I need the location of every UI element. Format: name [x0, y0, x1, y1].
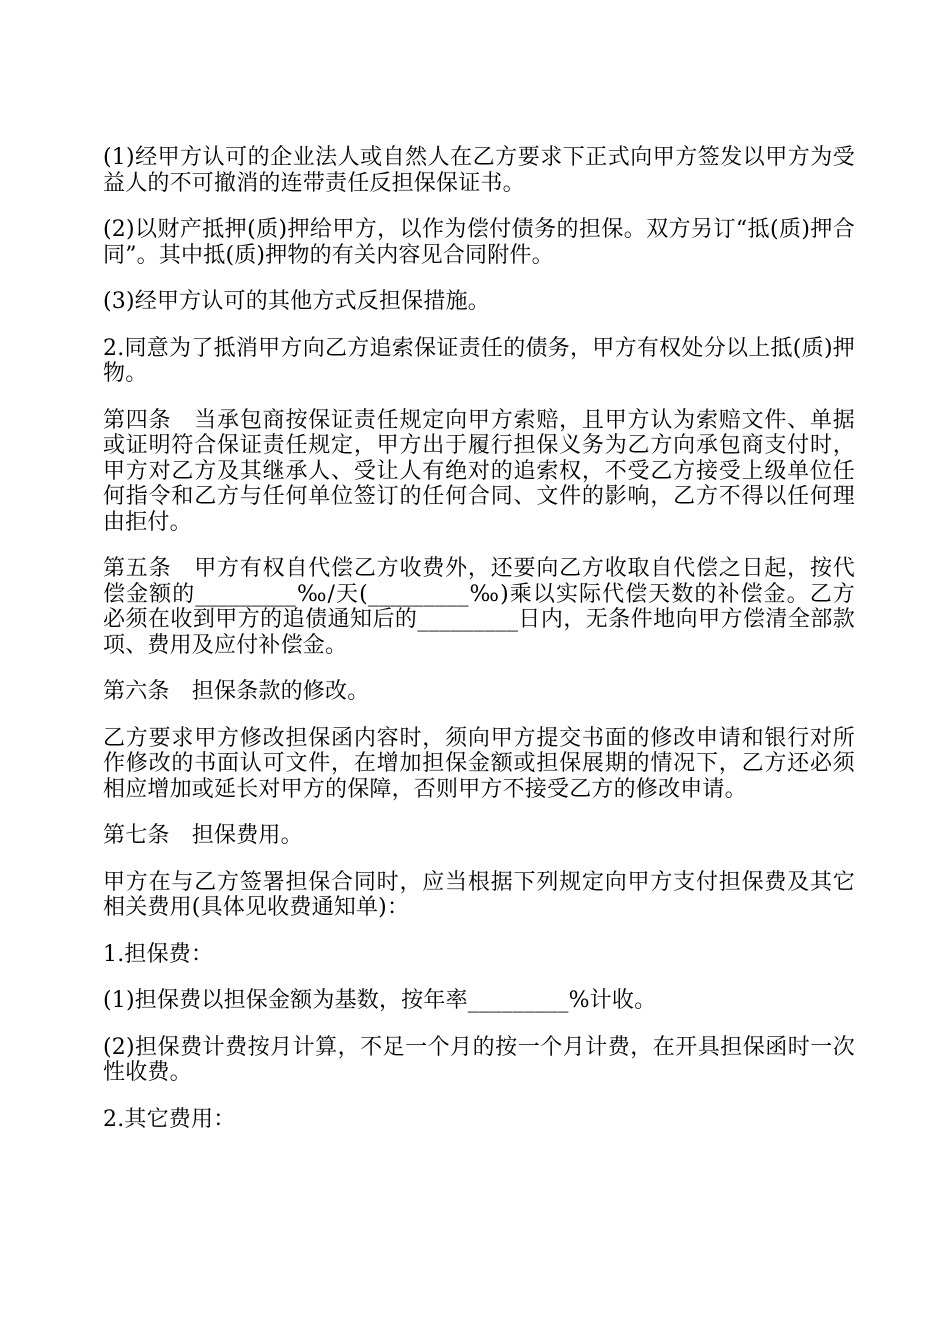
paragraph-counter-guarantee-letter: (1)经甲方认可的企业法人或自然人在乙方要求下正式向甲方签发以甲方为受益人的不可撤消的连带责任反担保保证书。 — [103, 145, 855, 196]
paragraph-amendment-terms: 乙方要求甲方修改担保函内容时，须向甲方提交书面的修改申请和银行对所作修改的书面认可文件，在增加担保金额或担保展期的情况下，乙方还必须相应增加或延长对甲方的保障，否则甲方不接受乙方的修改申请。 — [103, 725, 855, 802]
paragraph-fee-rate: (1)担保费以担保金额为基数，按年率_________%计收。 — [103, 988, 657, 1013]
paragraph-property-pledge: (2)以财产抵押(质)押给甲方，以作为偿付债务的担保。双方另订“抵(质)押合同”。其中抵(质)押物的有关内容见合同附件。 — [103, 217, 855, 268]
paragraph-article-four: 第四条 当承包商按保证责任规定向甲方索赔，且甲方认为索赔文件、单据或证明符合保证责任规定，甲方出于履行担保义务为乙方向承包商支付时，甲方对乙方及其继承人、受让人有绝对的追索权，不受乙方接受上级单位任何指令和乙方与任何单位签订的任何合同、文件的影响，乙方不得以任何理由拒付。 — [103, 407, 855, 535]
heading-article-seven: 第七条 担保费用。 — [103, 823, 303, 848]
paragraph-fee-payment: 甲方在与乙方签署担保合同时，应当根据下列规定向甲方支付担保费及其它相关费用(具体见收费通知单)： — [103, 869, 855, 920]
heading-guarantee-fee: 1.担保费： — [103, 941, 214, 967]
paragraph-other-measures: (3)经甲方认可的其他方式反担保措施。 — [103, 289, 490, 314]
paragraph-disposal-right: 2.同意为了抵消甲方向乙方追索保证责任的债务，甲方有权处分以上抵(质)押物。 — [103, 335, 855, 386]
heading-other-fees: 2.其它费用： — [103, 1106, 236, 1132]
heading-article-six: 第六条 担保条款的修改。 — [103, 679, 370, 704]
paragraph-article-five: 第五条 甲方有权自代偿乙方收费外，还要向乙方收取自代偿之日起，按代偿金额的_________‰/天(_________‰)乘以实际代偿天数的补偿金。乙方必须在收到甲方的追债通知后的_________日内，无条件地向甲方偿清全部款项、费用及应付补偿金。 — [103, 556, 855, 658]
document-body — [103, 145, 855, 1153]
paragraph-fee-billing: (2)担保费计费按月计算，不足一个月的按一个月计费，在开具担保函时一次性收费。 — [103, 1034, 855, 1085]
